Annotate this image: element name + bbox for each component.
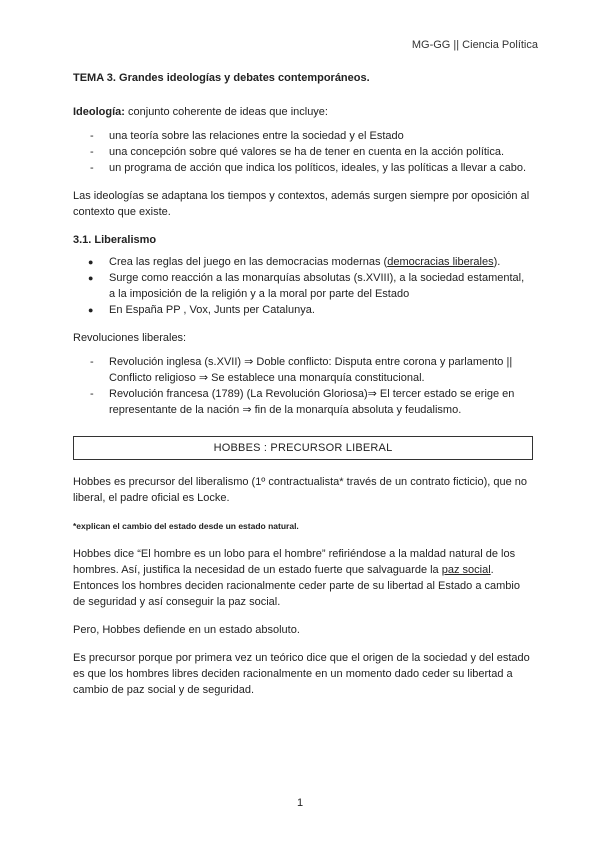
hobbes-paragraph-2 — [73, 546, 533, 610]
hobbes-paragraph-4: Es precursor porque por primera vez un teórico dice que el origen de la sociedad y del estado es que los hombres libres deciden racionalmente en un momento dado ceder su libertad a cambio de paz social y de seguridad. — [73, 652, 530, 696]
paragraph-text: Hobbes dice “El hombre es un lobo para el hombre” refiriéndose a la maldad natural de los hombres. Así, justifica la necesidad de un estado fuerte que salvaguarde la — [73, 548, 516, 576]
list-item: - Revolución francesa (1789) (La Revolución Gloriosa)⇒ El tercer estado se erige en representante de la nación ⇒ fin de la monarquía absoluta y feudalismo. — [73, 386, 533, 418]
revoluciones-list — [73, 354, 533, 418]
item-text: Crea las reglas del juego en las democracias modernas ( — [109, 256, 388, 268]
ideologia-text: conjunto coherente de ideas que incluye: — [124, 106, 328, 118]
hobbes-footnote: *explican el cambio del estado desde un estado natural. — [73, 521, 299, 531]
item-text: ). — [493, 256, 501, 268]
revoluciones-heading: Revoluciones liberales: — [73, 332, 187, 344]
liberalismo-list — [73, 254, 533, 318]
hobbes-paragraph-1: Hobbes es precursor del liberalismo (1º contractualista* través de un contrato ficticio), que no liberal, el padre oficial es Locke. — [73, 476, 528, 504]
list-item: - Revolución inglesa (s.XVII) ⇒ Doble conflicto: Disputa entre corona y parlamento || Conflicto religioso ⇒ Se establece una monarquía constitucional. — [73, 354, 533, 386]
democracias-liberales-link: democracias liberales — [387, 256, 494, 268]
page-header: MG-GG || Ciencia Política — [411, 39, 538, 51]
hobbes-box-title: HOBBES : PRECURSOR LIBERAL — [73, 436, 533, 460]
document-body — [73, 70, 533, 710]
ideologia-label: Ideología: — [73, 106, 125, 118]
page-number: 1 — [296, 797, 304, 809]
list-item: - una teoría sobre las relaciones entre la sociedad y el Estado — [73, 128, 533, 144]
list-item: - un programa de acción que indica los políticos, ideales, y las políticas a llevar a cabo. — [73, 160, 533, 176]
list-item: ● Surge como reacción a las monarquías absolutas (s.XVIII), a la sociedad estamental, a la imposición de la religión y a la moral por parte del Estado — [73, 270, 533, 302]
paz-social-link: paz social — [441, 564, 491, 576]
list-item: - una concepción sobre qué valores se ha de tener en cuenta en la acción política. — [73, 144, 533, 160]
ideologia-list — [73, 128, 533, 176]
section-heading-liberalismo: 3.1. Liberalismo — [73, 234, 157, 246]
paragraph-text: . Entonces los hombres deciden racionalmente ceder parte de su libertad al Estado a cambio de seguridad y así conseguir la paz social. — [73, 564, 520, 608]
list-item: ● En España PP , Vox, Junts per Catalunya. — [73, 302, 533, 318]
hobbes-paragraph-3: Pero, Hobbes defiende en un estado absoluto. — [73, 624, 300, 636]
list-item — [73, 254, 533, 270]
ideologia-definition — [73, 104, 533, 120]
document-title: TEMA 3. Grandes ideologías y debates contemporáneos. — [73, 72, 370, 84]
ideologias-paragraph: Las ideologías se adaptana los tiempos y contextos, además surgen siempre por oposición al contexto que existe. — [73, 190, 530, 218]
